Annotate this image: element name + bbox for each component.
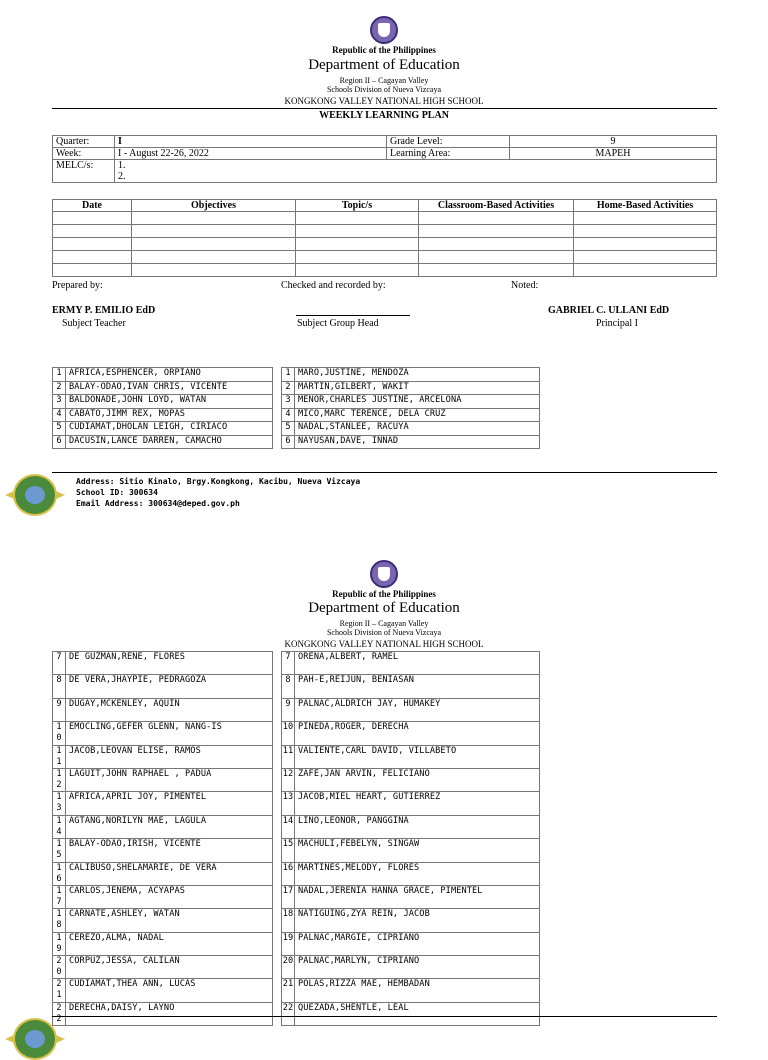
row-number-right: 16 (282, 862, 295, 885)
region-text: Region II – Cagayan Valley (339, 619, 429, 628)
department-title: Department of Education (308, 600, 460, 616)
roster-row (53, 839, 540, 862)
row-number-digit: 2 (56, 779, 62, 790)
row-number-digit: 2 (56, 979, 62, 990)
roster-row (53, 408, 540, 422)
row-number-digit: 1 (56, 909, 62, 920)
row-number-left (53, 745, 66, 768)
row-number-right: 18 (282, 909, 295, 932)
row-number-digit: 3 (56, 395, 62, 405)
student-name-right: POLAS,RIZZA MAE, HEMBADAN (295, 979, 540, 1002)
row-number-right: 3 (282, 395, 295, 409)
column-gap (273, 698, 282, 721)
week-value: I - August 22-26, 2022 (115, 148, 387, 160)
row-number-left (53, 408, 66, 422)
student-name-right: MARTINES,MELODY, FLORES (295, 862, 540, 885)
melc-values (115, 160, 717, 183)
student-name-left: DE VERA,JHAYPIE, PEDRAGOZA (66, 675, 273, 698)
school-name: KONGKONG VALLEY NATIONAL HIGH SCHOOL (284, 639, 484, 649)
row-number-left (53, 435, 66, 449)
teacher-name: ERMY P. EMILIO EdD (52, 305, 156, 316)
roster-row (53, 932, 540, 955)
roster-row (53, 698, 540, 721)
roster-row (53, 722, 540, 745)
footer-school-id: School ID: 300634 (76, 488, 158, 497)
student-name-right: ORENA,ALBERT, RAMEL (295, 652, 540, 675)
student-name-left: DERECHA,DAISY, LAYNO (66, 1002, 273, 1025)
student-name-right: PAH-E,REIJUN, BENIASAN (295, 675, 540, 698)
student-name-left: AGTANG,NORILYN MAE, LAGULA (66, 815, 273, 838)
row-number-right: 12 (282, 768, 295, 791)
deped-seal-icon (370, 16, 398, 44)
row-number-right: 14 (282, 815, 295, 838)
student-name-left: DE GUZMAN,RENE, FLORES (66, 652, 273, 675)
column-gap (273, 408, 282, 422)
row-number-digit: 8 (56, 920, 62, 931)
row-number-left (53, 862, 66, 885)
republic-text: Republic of the Philippines (332, 45, 436, 55)
footer-rule (52, 472, 717, 473)
student-name-right: MACHULI,FEBELYN, SINGAW (295, 839, 540, 862)
deped-seal-icon (370, 560, 398, 588)
melc-row (53, 160, 717, 183)
column-gap (273, 909, 282, 932)
info-table (52, 135, 717, 183)
row-number-left (53, 368, 66, 382)
roster-row (53, 435, 540, 449)
head-role: Subject Group Head (297, 318, 379, 329)
row-number-digit: 4 (56, 826, 62, 837)
quarter-label: Quarter: (53, 136, 115, 148)
region-text: Region II – Cagayan Valley (339, 76, 429, 85)
row-number-left (53, 422, 66, 436)
plan-title: WEEKLY LEARNING PLAN (319, 110, 449, 121)
row-number-left (53, 932, 66, 955)
student-name-right: PALNAC,MARLYN, CIPRIANO (295, 956, 540, 979)
column-gap (273, 768, 282, 791)
roster-row (53, 792, 540, 815)
roster-row (53, 862, 540, 885)
roster-row (53, 909, 540, 932)
student-name-left: JACOB,LEOVAN ELISE, RAMOS (66, 745, 273, 768)
student-name-left: CORPUZ,JESSA, CALILAN (66, 956, 273, 979)
footer-address: Address: Sitio Kinalo, Brgy.Kongkong, Kacibu, Nueva Vizcaya (76, 477, 361, 486)
row-number-right: 15 (282, 839, 295, 862)
row-number-left (53, 652, 66, 675)
melc-item: 1. (118, 160, 126, 171)
row-number-right: 4 (282, 408, 295, 422)
row-number-digit: 7 (56, 896, 62, 907)
roster-row (53, 368, 540, 382)
roster-row (53, 652, 540, 675)
row-number-right: 7 (282, 652, 295, 675)
student-name-right: LINO,LEONOR, PANGGINA (295, 815, 540, 838)
row-number-digit: 4 (56, 408, 62, 419)
roster-table-2 (52, 651, 540, 1026)
signature-line (296, 315, 410, 316)
column-gap (273, 1002, 282, 1025)
student-name-right: PALNAC,ALDRICH JAY, HUMAKEY (295, 698, 540, 721)
roster-row (53, 1002, 540, 1025)
student-name-left: CUDIAMAT,THEA ANN, LUCAS (66, 979, 273, 1002)
column-gap (273, 979, 282, 1002)
row-number-digit: 2 (56, 956, 62, 967)
row-number-right: 10 (282, 722, 295, 745)
col-home: Home-Based Activities (574, 200, 717, 212)
column-gap (273, 435, 282, 449)
melc-item: 2. (118, 171, 126, 182)
column-gap (273, 792, 282, 815)
student-name-right: NATIGUING,ZYA REIN, JACOB (295, 909, 540, 932)
row-number-digit: 1 (56, 885, 62, 896)
row-number-digit: 7 (56, 652, 62, 662)
row-number-right: 2 (282, 381, 295, 395)
row-number-left (53, 909, 66, 932)
row-number-right: 22 (282, 1002, 295, 1025)
row-number-digit: 5 (56, 850, 62, 861)
row-number-right: 11 (282, 745, 295, 768)
column-gap (273, 395, 282, 409)
col-classroom: Classroom-Based Activities (419, 200, 574, 212)
student-name-left: DUGAY,MCKENLEY, AQUIN (66, 698, 273, 721)
student-name-left: CEREZO,ALMA, NADAL (66, 932, 273, 955)
student-name-right: PALNAC,MARGIE, CIPRIANO (295, 932, 540, 955)
row-number-left (53, 885, 66, 908)
row-number-digit: 2 (56, 1013, 62, 1024)
row-number-left (53, 839, 66, 862)
student-name-right: NADAL,STANLEE, RACUYA (295, 422, 540, 436)
noted-label: Noted: (511, 280, 539, 291)
row-number-right: 20 (282, 956, 295, 979)
department-title: Department of Education (308, 57, 460, 73)
school-logo-icon (5, 474, 65, 516)
row-number-digit: 8 (56, 675, 62, 686)
row-number-right: 1 (282, 368, 295, 382)
row-number-left (53, 815, 66, 838)
student-name-right: QUEZADA,SHENTLE, LEAL (295, 1002, 540, 1025)
row-number-digit: 1 (56, 745, 62, 756)
student-name-right: MICO,MARC TERENCE, DELA CRUZ (295, 408, 540, 422)
roster-row (53, 815, 540, 838)
grade-label: Grade Level: (387, 136, 510, 148)
student-name-left: CARNATE,ASHLEY, WATAN (66, 909, 273, 932)
student-name-right: MARO,JUSTINE, MENDOZA (295, 368, 540, 382)
column-gap (273, 722, 282, 745)
row-number-left (53, 675, 66, 698)
student-name-left: CABATO,JIMM REX, MOPAS (66, 408, 273, 422)
plan-row (53, 212, 717, 225)
student-name-left: EMOCLING,GEFER GLENN, NANG-IS (66, 722, 273, 745)
row-number-left (53, 722, 66, 745)
student-name-right: VALIENTE,CARL DAVID, VILLABETO (295, 745, 540, 768)
row-number-digit: 1 (56, 990, 62, 1001)
student-name-right: PINEDA,ROGER, DERECHA (295, 722, 540, 745)
row-number-digit: 5 (56, 422, 62, 432)
roster-row (53, 979, 540, 1002)
column-gap (273, 885, 282, 908)
student-name-left: CARLOS,JENEMA, ACYAPAS (66, 885, 273, 908)
row-number-digit: 1 (56, 768, 62, 779)
student-name-right: JACOB,MIEL HEART, GUTIERREZ (295, 792, 540, 815)
roster-row (53, 885, 540, 908)
row-number-right: 8 (282, 675, 295, 698)
roster-row (53, 395, 540, 409)
col-date: Date (53, 200, 132, 212)
row-number-digit: 9 (56, 943, 62, 954)
student-name-left: DACUSIN,LANCE DARREN, CAMACHO (66, 435, 273, 449)
student-name-left: BALAY-ODAO,IRISH, VICENTE (66, 839, 273, 862)
student-name-right: MENOR,CHARLES JUSTINE, ARCELONA (295, 395, 540, 409)
weekly-plan-table (52, 199, 717, 277)
row-number-left (53, 395, 66, 409)
student-name-left: BALDONADE,JOHN LOYD, WATAN (66, 395, 273, 409)
row-number-left (53, 792, 66, 815)
row-number-digit: 1 (56, 839, 62, 850)
column-gap (273, 381, 282, 395)
column-gap (273, 422, 282, 436)
school-logo-icon (5, 1018, 65, 1060)
plan-row (53, 225, 717, 238)
student-name-left: BALAY-ODAO,IVAN CHRIS, VICENTE (66, 381, 273, 395)
plan-row (53, 264, 717, 277)
roster-row (53, 381, 540, 395)
row-number-digit: 6 (56, 435, 62, 446)
row-number-right: 6 (282, 435, 295, 449)
row-number-digit: 2 (56, 381, 62, 392)
row-number-digit: 0 (56, 967, 62, 978)
principal-name: GABRIEL C. ULLANI EdD (548, 305, 670, 316)
row-number-digit: 2 (56, 1002, 62, 1013)
row-number-left (53, 381, 66, 395)
student-name-left: CUDIAMAT,DHOLAN LEIGH, CIRIACO (66, 422, 273, 436)
row-number-right: 21 (282, 979, 295, 1002)
melc-label: MELC/s: (53, 160, 115, 183)
quarter-row (53, 136, 717, 148)
row-number-digit: 0 (56, 733, 62, 744)
area-label: Learning Area: (387, 148, 510, 160)
grade-value: 9 (510, 136, 717, 148)
row-number-right: 19 (282, 932, 295, 955)
school-name: KONGKONG VALLEY NATIONAL HIGH SCHOOL (284, 96, 484, 106)
column-gap (273, 932, 282, 955)
week-label: Week: (53, 148, 115, 160)
area-value: MAPEH (510, 148, 717, 160)
roster-table-1 (52, 367, 540, 449)
quarter-value: I (115, 136, 387, 148)
principal-role: Principal I (596, 318, 638, 329)
row-number-digit: 9 (56, 698, 62, 709)
column-gap (273, 675, 282, 698)
row-number-left (53, 698, 66, 721)
footer-email: Email Address: 300634@deped.gov.ph (76, 499, 240, 508)
col-objectives: Objectives (132, 200, 296, 212)
student-name-left: LAGUIT,JOHN RAPHAEL , PADUA (66, 768, 273, 791)
roster-row (53, 675, 540, 698)
plan-header-row (53, 200, 717, 212)
column-gap (273, 745, 282, 768)
row-number-left (53, 956, 66, 979)
column-gap (273, 862, 282, 885)
teacher-role: Subject Teacher (62, 318, 126, 329)
row-number-digit: 1 (56, 815, 62, 826)
division-text: Schools Division of Nueva Vizcaya (326, 85, 441, 94)
student-name-right: NADAL,JERENIA HANNA GRACE, PIMENTEL (295, 885, 540, 908)
student-name-left: AFRICA,ESPHENCER, ORPIANO (66, 368, 273, 382)
student-name-left: AFRICA,APRIL JOY, PIMENTEL (66, 792, 273, 815)
student-name-right: MARTIN,GILBERT, WAKIT (295, 381, 540, 395)
col-topics: Topic/s (296, 200, 419, 212)
roster-row (53, 956, 540, 979)
plan-row (53, 238, 717, 251)
row-number-right: 13 (282, 792, 295, 815)
row-number-right: 5 (282, 422, 295, 436)
column-gap (273, 368, 282, 382)
row-number-digit: 1 (56, 932, 62, 943)
plan-row (53, 251, 717, 264)
column-gap (273, 815, 282, 838)
header-rule (52, 108, 717, 109)
column-gap (273, 839, 282, 862)
student-name-left: CALIBUSO,SHELAMARIE, DE VERA (66, 862, 273, 885)
roster-row (53, 745, 540, 768)
footer-rule (52, 1016, 717, 1017)
row-number-digit: 1 (56, 792, 62, 803)
student-name-right: NAYUSAN,DAVE, INNAD (295, 435, 540, 449)
roster-row (53, 768, 540, 791)
row-number-left (53, 768, 66, 791)
student-name-right: ZAFE,JAN ARVIN, FELICIANO (295, 768, 540, 791)
row-number-digit: 1 (56, 722, 62, 733)
row-number-digit: 1 (56, 862, 62, 873)
roster-row (53, 422, 540, 436)
row-number-right: 17 (282, 885, 295, 908)
division-text: Schools Division of Nueva Vizcaya (326, 628, 441, 637)
row-number-digit: 6 (56, 873, 62, 884)
row-number-digit: 1 (56, 756, 62, 767)
row-number-left (53, 979, 66, 1002)
republic-text: Republic of the Philippines (332, 589, 436, 599)
column-gap (273, 652, 282, 675)
column-gap (273, 956, 282, 979)
row-number-digit: 1 (56, 368, 62, 378)
row-number-digit: 3 (56, 803, 62, 814)
row-number-right: 9 (282, 698, 295, 721)
checked-label: Checked and recorded by: (281, 280, 386, 291)
week-row (53, 148, 717, 160)
prepared-label: Prepared by: (52, 280, 103, 291)
